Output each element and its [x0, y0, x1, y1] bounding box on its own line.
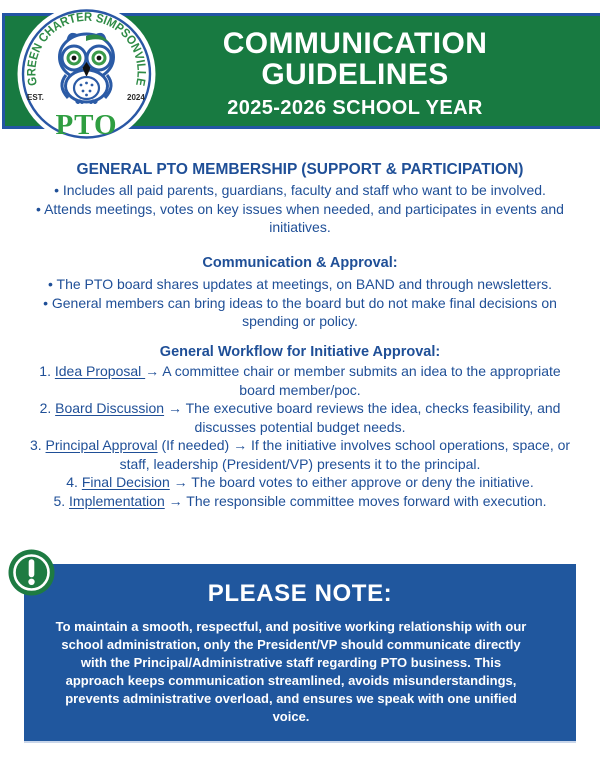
communication-heading: Communication & Approval:	[202, 255, 398, 271]
workflow-step	[20, 436, 580, 473]
note-body: To maintain a smooth, respectful, and positive working relationship with our school administration, only the President/VP should communicate directly with the Principal/Administrative staff regarding PTO business. This approach keeps communication streamlined, avoids misunderstandings, prevents administrative overload, and ensures we speak with one unified voice.	[55, 619, 527, 724]
step-term: Board Discussion	[55, 400, 165, 416]
workflow-heading: General Workflow for Initiative Approval:	[159, 344, 441, 360]
step-term: Implementation	[69, 492, 165, 509]
communication-bullets	[20, 275, 580, 331]
logo-est-label: EST.	[27, 93, 44, 102]
workflow-step	[20, 473, 580, 492]
step-number: 3.	[29, 437, 46, 453]
step-connector: →	[169, 474, 192, 490]
bullet-item: • The PTO board shares updates at meetings, on BAND and through newsletters.	[48, 276, 552, 292]
page-title-line1: COMMUNICATION	[222, 27, 488, 60]
workflow-step	[20, 492, 580, 511]
please-note-box	[24, 564, 576, 743]
logo-year-label: 2024	[127, 93, 145, 102]
step-term: Final Decision	[81, 474, 170, 490]
step-text: If the initiative involves school operations, space, or staff, leadership (President/VP) presents it to the principal.	[119, 437, 571, 472]
step-connector: →	[145, 363, 163, 379]
step-term: Idea Proposal	[54, 363, 146, 379]
step-number: 4.	[66, 474, 82, 490]
note-heading: PLEASE NOTE:	[207, 580, 393, 607]
bullet-item: • General members can bring ideas to the board but do not make final decisions on spending or policy.	[43, 294, 557, 329]
step-text: A committee chair or member submits an idea to the appropriate board member/poc.	[162, 363, 561, 398]
workflow-step	[20, 362, 580, 399]
pto-logo	[16, 2, 157, 150]
step-connector: →	[164, 492, 187, 509]
step-number: 5.	[53, 492, 70, 509]
workflow-steps	[20, 362, 580, 510]
step-text: The responsible committee moves forward with execution.	[186, 492, 547, 509]
header-title-block	[150, 28, 560, 120]
logo-org-label: PTO	[55, 109, 118, 141]
step-number: 1.	[39, 363, 55, 379]
page-title-line2: GUIDELINES	[261, 58, 449, 91]
logo-arc-text: GREEN CHARTER SIMPSONVILLE	[24, 9, 149, 88]
step-term: Principal Approval	[45, 437, 158, 453]
owl-icon	[60, 33, 114, 103]
bullet-item: • Attends meetings, votes on key issues when needed, and participates in events and initiatives.	[36, 200, 564, 235]
step-text: The board votes to either approve or deny the initiative.	[191, 474, 534, 490]
step-connector: →	[164, 400, 186, 416]
step-number: 2.	[39, 400, 56, 416]
membership-bullets	[20, 181, 580, 237]
step-text: The executive board reviews the idea, checks feasibility, and discusses potential budget needs.	[185, 400, 561, 435]
workflow-step	[20, 399, 580, 436]
step-connector: (If needed) →	[157, 437, 251, 453]
exclamation-icon	[8, 549, 55, 596]
bullet-item: • Includes all paid parents, guardians, faculty and staff who want to be involved.	[54, 182, 546, 198]
membership-heading: GENERAL PTO MEMBERSHIP (SUPPORT & PARTICIPATION)	[76, 161, 524, 178]
page-subtitle: 2025-2026 SCHOOL YEAR	[227, 97, 483, 119]
